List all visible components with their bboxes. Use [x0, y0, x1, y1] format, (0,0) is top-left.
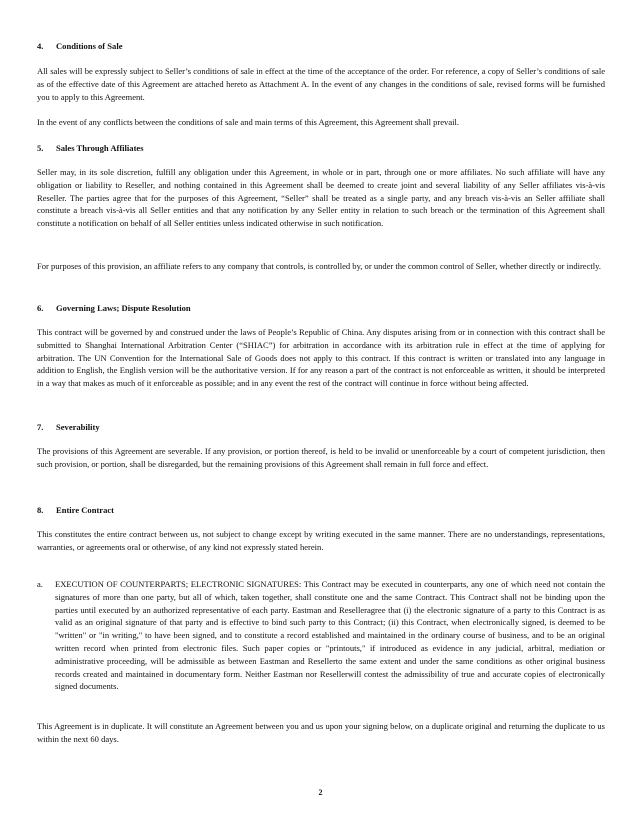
section-heading: 6. Governing Laws; Dispute Resolution [37, 303, 191, 313]
section-6-paragraph-1: This contract will be governed by and construed under the laws of People’s Republic of China. Any disputes arising from or in connection with this contract shall be submitted to Shanghai International Arbitration Center (“SHIAC”) for arbitration in accordance with its arbitration rule in effect at the time of applying for arbitration. The UN Convention for the International Sale of Goods does not apply to this contract. If this contract is written or translated into any language in addition to English, the English version will be the authoritative version. If for any reason a part of the contract is not enforceable as written, it should be interpreted in a way that makes as much of it enforceable as possible; and in any event the rest of the contract will continue in force without being affected. [37, 327, 605, 389]
section-heading: 4. Conditions of Sale [37, 41, 123, 51]
section-heading: 8. Entire Contract [37, 505, 114, 515]
section-heading: 7. Severability [37, 422, 100, 432]
subclause-a [37, 578, 605, 693]
section-7-paragraph-1: The provisions of this Agreement are severable. If any provision, or portion thereof, is held to be invalid or unenforceable by a court of competent jurisdiction, then such provision, or portion, shall be disregarded, but the remaining provisions of this Agreement shall remain in full force and effect. [37, 446, 605, 469]
section-heading: 5. Sales Through Affiliates [37, 143, 144, 153]
section-4-paragraph-2: In the event of any conflicts between the conditions of sale and main terms of this Agreement, this Agreement shall prevail. [37, 117, 460, 127]
section-5-paragraph-2: For purposes of this provision, an affiliate refers to any company that controls, is controlled by, or under the common control of Seller, whether directly or indirectly. [37, 261, 602, 271]
section-4 [37, 40, 605, 53]
section-7 [37, 421, 605, 434]
subclause-text: EXECUTION OF COUNTERPARTS; ELECTRONIC SIGNATURES: This Contract may be executed in counterparts, any one of which need not contain the signatures of more than one party, but all of which, taken together, shall constitute one and the same Contract. This Contract shall not be binding upon the parties until executed by an authorized representative of each party. Eastman and Reselleragree that (i) the electronic signature of a party to this Contract is as valid as an original signature of that party and is effective to bind such party to this Contract; (ii) this Contract, when electronically signed, is deemed to be "written" or "in writing," to have been signed, and to constitute a record established and maintained in the ordinary course of business, and to be an original written record when printed from electronic files. Such paper copies or "printouts," if introduced as evidence in any judicial, arbitral, mediation or administrative proceeding, will be admissible as between Eastman and Resellerto the same extent and under the same conditions as other original business records created and maintained in documentary form. Neither Eastman nor Resellerwill contest the admissibility of true and accurate copies of electronically signed documents. [55, 579, 605, 692]
section-5 [37, 142, 605, 155]
closing-paragraph: This Agreement is in duplicate. It will constitute an Agreement between you and us upon your signing below, on a duplicate original and returning the duplicate to us within the next 60 days. [37, 721, 605, 744]
subclause-label: a. [37, 579, 43, 589]
page-number: 2 [318, 788, 323, 797]
section-4-paragraph-1: All sales will be expressly subject to Seller’s conditions of sale in effect at the time of the acceptance of the order. For reference, a copy of Seller’s conditions of sale as of the effective date of this Agreement are attached hereto as Attachment A. In the event of any changes in the conditions of sale, revised forms will be furnished you to apply to this Agreement. [37, 66, 605, 102]
section-6 [37, 302, 605, 315]
section-8 [37, 504, 605, 517]
section-5-paragraph-1: Seller may, in its sole discretion, fulfill any obligation under this Agreement, in whole or in part, through one or more affiliates. No such affiliate will have any obligation or liability to Reseller, and nothing contained in this Agreement shall be deemed to create joint and several liability of any Seller affiliates vis-à-vis Reseller. The parties agree that for the purposes of this Agreement, “Seller” shall be treated as a single party, and any breach vis-à-vis an Seller affiliate shall constitute a breach vis-à-vis all Seller entities and that any notification by any Seller entity in relation to such breach or the termination of this Agreement shall constitute a notification on behalf of all Seller entities unless indicated otherwise in such notification. [37, 167, 605, 229]
section-8-paragraph-1: This constitutes the entire contract between us, not subject to change except by writing executed in the same manner. There are no understandings, representations, warranties, or agreements oral or otherwise, of any kind not expressly stated herein. [37, 529, 605, 552]
